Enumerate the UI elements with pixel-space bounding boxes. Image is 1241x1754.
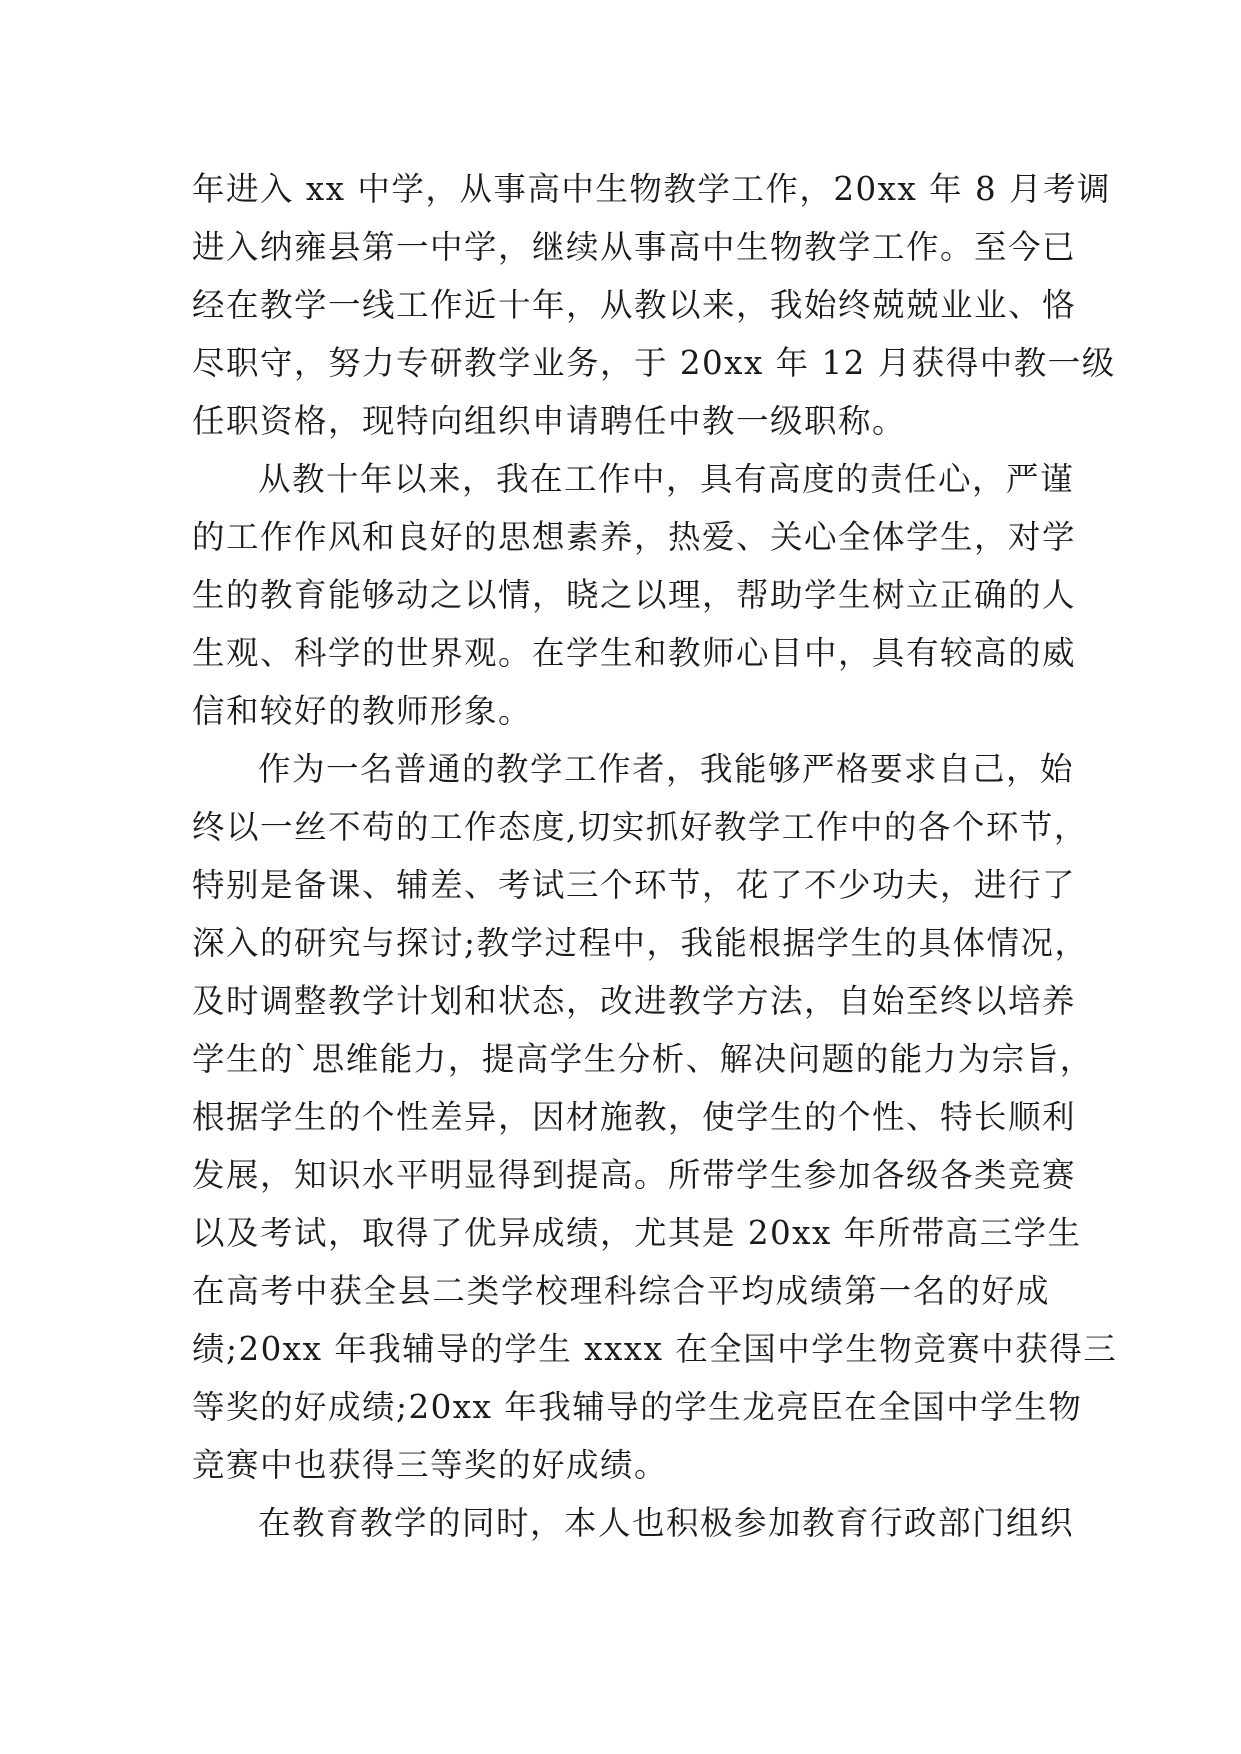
body-text bbox=[192, 160, 1118, 1552]
text-line: 生的教育能够动之以情，晓之以理，帮助学生树立正确的人 bbox=[192, 576, 1077, 614]
text-line: 经在教学一线工作近十年，从教以来，我始终兢兢业业、恪 bbox=[192, 286, 1077, 324]
text-line: 进入纳雍县第一中学，继续从事高中生物教学工作。至今已 bbox=[192, 228, 1077, 266]
text-line: 学生的`思维能力，提高学生分析、解决问题的能力为宗旨， bbox=[192, 1040, 1094, 1078]
text-line: 以及考试，取得了优异成绩，尤其是 20xx 年所带高三学生 bbox=[192, 1214, 1082, 1252]
text-line: 竞赛中也获得三等奖的好成绩。 bbox=[192, 1446, 669, 1484]
text-line: 年进入 xx 中学，从事高中生物教学工作，20xx 年 8 月考调 bbox=[192, 170, 1112, 208]
text-line: 等奖的好成绩;20xx 年我辅导的学生龙亮臣在全国中学生物 bbox=[192, 1388, 1083, 1426]
text-line: 深入的研究与探讨;教学过程中，我能根据学生的具体情况， bbox=[192, 924, 1089, 962]
text-line: 绩;20xx 年我辅导的学生 xxxx 在全国中学生物竞赛中获得三 bbox=[192, 1330, 1118, 1368]
text-line: 信和较好的教师形象。 bbox=[192, 692, 533, 730]
text-line: 及时调整教学计划和状态，改进教学方法，自始至终以培养 bbox=[192, 982, 1077, 1020]
text-line: 根据学生的个性差异，因材施教，使学生的个性、特长顺利 bbox=[192, 1098, 1077, 1136]
text-line: 在高考中获全县二类学校理科综合平均成绩第一名的好成 bbox=[192, 1272, 1050, 1310]
text-line: 任职资格，现特向组织申请聘任中教一级职称。 bbox=[192, 402, 907, 440]
text-line: 特别是备课、辅差、考试三个环节，花了不少功夫，进行了 bbox=[192, 866, 1077, 904]
paragraph-start-line: 作为一名普通的教学工作者，我能够严格要求自己，始 bbox=[258, 750, 1075, 788]
text-line: 的工作作风和良好的思想素养，热爱、关心全体学生，对学 bbox=[192, 518, 1077, 556]
text-line: 终以一丝不苟的工作态度,切实抓好教学工作中的各个环节， bbox=[192, 808, 1088, 846]
paragraph-start-line: 在教育教学的同时，本人也积极参加教育行政部门组织 bbox=[258, 1504, 1075, 1542]
text-line: 生观、科学的世界观。在学生和教师心目中，具有较高的威 bbox=[192, 634, 1077, 672]
paragraph-start-line: 从教十年以来，我在工作中，具有高度的责任心，严谨 bbox=[258, 460, 1075, 498]
text-line: 尽职守，努力专研教学业务，于 20xx 年 12 月获得中教一级 bbox=[192, 344, 1116, 382]
text-line: 发展，知识水平明显得到提高。所带学生参加各级各类竞赛 bbox=[192, 1156, 1077, 1194]
